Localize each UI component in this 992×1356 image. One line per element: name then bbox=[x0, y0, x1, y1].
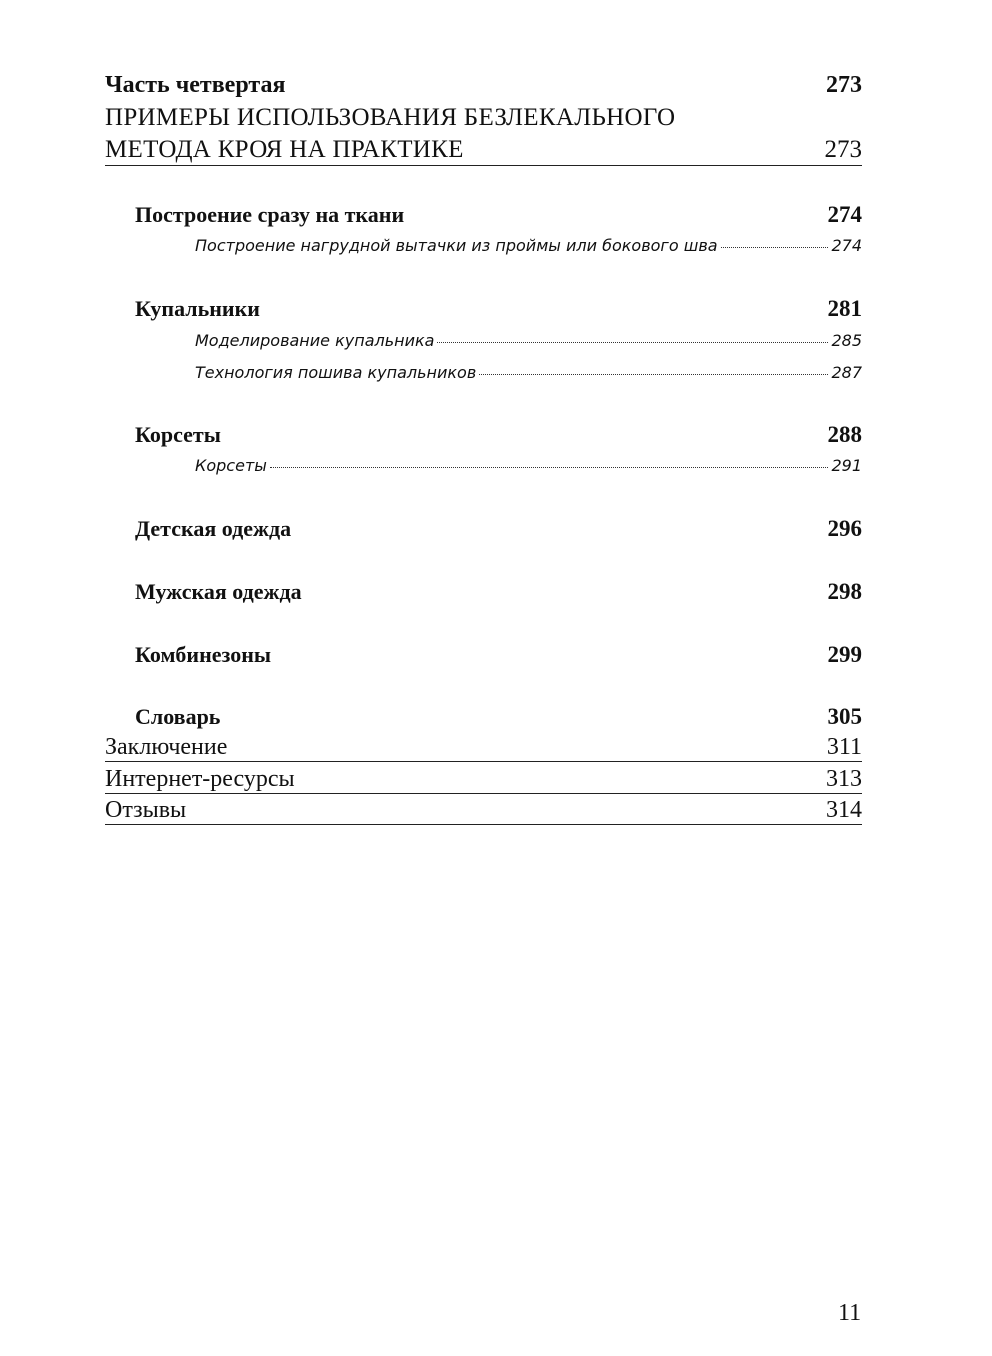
end-entry-page-number: 313 bbox=[826, 766, 862, 792]
section-title: Детская одежда bbox=[135, 516, 292, 541]
toc-section bbox=[135, 422, 862, 448]
subitem-title: Построение нагрудной вытачки из проймы или бокового шва bbox=[195, 236, 718, 255]
part-header-row bbox=[105, 72, 862, 99]
toc-end-entry bbox=[105, 734, 862, 762]
section-title: Мужская одежда bbox=[135, 579, 302, 604]
subitem-page-number: 274 bbox=[831, 236, 862, 255]
section-title: Корсеты bbox=[135, 422, 221, 447]
subitem-title: Моделирование купальника bbox=[195, 331, 435, 350]
toc-end-entry bbox=[105, 797, 862, 825]
toc-section bbox=[135, 642, 862, 668]
section-title: Купальники bbox=[135, 296, 260, 321]
section-title: Комбинезоны bbox=[135, 642, 272, 667]
toc-section bbox=[135, 704, 862, 730]
toc-subitem bbox=[195, 331, 862, 350]
part-heading-page-number: 273 bbox=[824, 136, 862, 163]
toc-end-entry bbox=[105, 766, 862, 794]
part-heading-row bbox=[105, 136, 862, 166]
part-label: Часть четвертая bbox=[105, 72, 286, 98]
subitem-page-number: 285 bbox=[831, 331, 862, 350]
section-title: Словарь bbox=[135, 704, 221, 729]
section-page-number: 296 bbox=[827, 516, 862, 541]
toc-section bbox=[135, 202, 862, 228]
toc-subitem bbox=[195, 363, 862, 382]
toc-subitem bbox=[195, 236, 862, 255]
toc-section bbox=[135, 296, 862, 322]
part-heading-line2: МЕТОДА КРОЯ НА ПРАКТИКЕ bbox=[105, 136, 464, 163]
subitem-page-number: 291 bbox=[831, 456, 862, 475]
section-page-number: 299 bbox=[827, 642, 862, 667]
end-entry-page-number: 311 bbox=[826, 734, 862, 760]
section-page-number: 288 bbox=[827, 422, 862, 447]
section-page-number: 298 bbox=[827, 579, 862, 604]
subitem-page-number: 287 bbox=[831, 363, 862, 382]
dot-leader bbox=[721, 247, 829, 248]
section-page-number: 305 bbox=[827, 704, 862, 729]
dot-leader bbox=[437, 342, 828, 343]
dot-leader bbox=[270, 467, 829, 468]
section-page-number: 274 bbox=[827, 202, 862, 227]
section-page-number: 281 bbox=[827, 296, 862, 321]
toc-subitem bbox=[195, 456, 862, 475]
toc-section bbox=[135, 516, 862, 542]
end-entry-page-number: 314 bbox=[826, 797, 862, 823]
section-title: Построение сразу на ткани bbox=[135, 202, 405, 227]
toc-section bbox=[135, 579, 862, 605]
part-heading-line1: ПРИМЕРЫ ИСПОЛЬЗОВАНИЯ БЕЗЛЕКАЛЬНОГО bbox=[105, 104, 676, 131]
end-entry-title: Заключение bbox=[105, 734, 228, 760]
dot-leader bbox=[479, 374, 828, 375]
subitem-title: Технология пошива купальников bbox=[195, 363, 477, 382]
end-entry-title: Интернет-ресурсы bbox=[105, 766, 295, 792]
page-number: 11 bbox=[838, 1300, 862, 1326]
end-entry-title: Отзывы bbox=[105, 797, 187, 823]
subitem-title: Корсеты bbox=[195, 456, 267, 475]
part-page-number: 273 bbox=[826, 72, 862, 98]
